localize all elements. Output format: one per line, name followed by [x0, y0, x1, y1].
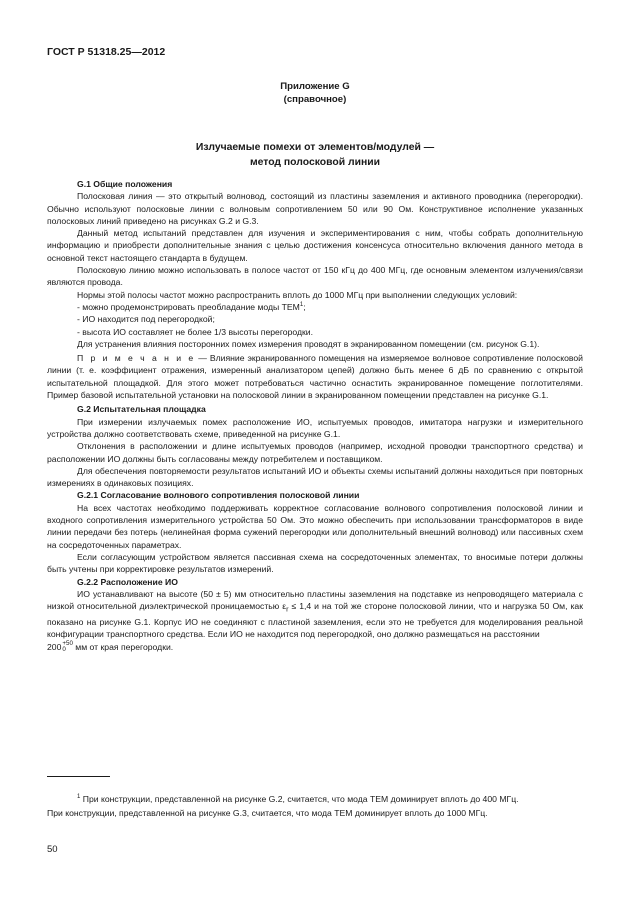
title-line-1: Излучаемые помехи от элементов/модулей — — [195, 142, 435, 153]
footnote-reference: 1 — [299, 302, 304, 309]
distance-line: 200 +50 0 мм от края перегородки. — [47, 639, 174, 654]
paragraph: ИО устанавливают на высоте (50 ± 5) мм относительно пластины заземления на подставке из непроводящего материала с низкой относительной диэлектрической проницаемостью $\varepsilon_r \le 1,4$ и на той же стороне полосковой линии, что и нагрузка 50 Ом, как показано на рисунке G.1. Корпус ИО не соединяют с пластиной заземления, если это не требуется для моделирования реальной конфигурации транспортного средства. Если ИО не находится под перегородкой, оно должно размещаться на расстоянии — [47, 588, 583, 640]
paragraph: При измерении излучаемых помех расположение ИО, испытуемых проводов, имитатора нагрузки и измерительного устройства должно соответствовать схеме, приведенной на рисунке G.1. — [47, 416, 583, 439]
footnote-separator — [47, 776, 110, 777]
paragraph: Полосковая линия — это открытый волновод, состоящий из пластины заземления и активного проводника (перегородки). Обычно используют полосковые линии с волновым сопротивлением 50 или 90 Ом. Конструктивное исполнение указанных полосковых линий приведено на рисунках G.2 и G.3. — [47, 191, 583, 226]
paragraph: Для обеспечения повторяемости результатов испытаний ИО и объекты схемы испытаний должны находиться при повторных измерениях в одинаковых позициях. — [47, 465, 583, 489]
appendix-heading — [0, 80, 630, 106]
document-code-header: ГОСТ Р 51318.25—2012 — [47, 46, 166, 58]
appendix-subtitle: (справочное) — [283, 94, 347, 105]
appendix-title: Приложение G — [280, 81, 350, 92]
note-text: — Влияние экранированного помещения на измеряемое волновое сопротивление полосковой линии (т. е. коэффициент отражения, измеренный анализатором цепей) должно быть менее 6 дБ по сравнению с открытой испытательной площадкой. Для этого может потребоваться частично оснастить экранированное помещение поглотителями. Пример базовой испытательной установки на полосковой линии в экранированном помещении представлен на рисунке G.1. — [47, 353, 583, 401]
paragraph: Нормы этой полосы частот можно распространить вплоть до 1000 МГц при выполнении следующих условий: — [77, 289, 518, 300]
distance-tolerance: +50 0 — [62, 639, 73, 654]
note — [47, 350, 583, 403]
footnote — [47, 793, 583, 820]
document-title — [0, 141, 630, 170]
paragraph: Для устранения влияния посторонних помех измерения проводят в экранированном помещении (см. рисунок G.1). — [77, 338, 540, 349]
list-item: - высота ИО составляет не более 1/3 высоты перегородки. — [77, 326, 314, 337]
paragraph: На всех частотах необходимо поддерживать корректное согласование волнового сопротивления полосковой линии и входного сопротивления измерительного устройства 50 Ом. Это можно обеспечить при использовании трансформаторов в виде линии передачи без потерь (нелинейная форма сужений перегородки или дополнительный внешний волновод) или пассивных схем на сосредоточенных параметрах. — [47, 502, 583, 550]
distance-value: 200 +50 0 — [47, 639, 73, 654]
footnote-marker: 1 — [77, 794, 81, 801]
body-text — [47, 178, 583, 654]
section-heading-g22: G.2.2 Расположение ИО — [77, 576, 178, 587]
epsilon-subscript: r — [286, 604, 289, 614]
paragraph: Данный метод испытаний представлен для изучения и экспериментирования с ним, чтобы собрать дополнительную информацию и приобрести дополнительные знания с целью достижения консенсуса относительно включения данного метода в основной текст настоящего стандарта в будущем. — [47, 228, 583, 263]
section-heading-g2: G.2 Испытательная площадка — [77, 404, 206, 415]
paragraph: Отклонения в расположении и длине испытуемых проводов (например, исходной проводки транспортного средства) и расположении ИО должны быть согласованы между потребителем и поставщиком. — [47, 441, 583, 464]
list-item: - можно продемонстрировать преобладание моды ТЕМ$^1$; — [77, 301, 306, 312]
page-number: 50 — [47, 844, 58, 855]
note-label: П р и м е ч а н и е — [77, 353, 196, 364]
paragraph: Полосковую линию можно использовать в полосе частот от 150 кГц до 400 МГц, где основным элементом излучения/связи являются провода. — [47, 265, 583, 288]
title-line-2: метод полосковой линии — [249, 156, 381, 168]
section-heading-g1: G.1 Общие положения — [77, 179, 173, 189]
paragraph: Если согласующим устройством является пассивная схема на сосредоточенных элементах, то вносимые потери должны быть учтены при корректировке результатов измерений. — [47, 551, 583, 575]
section-heading-g21: G.2.1 Согласование волнового сопротивления полосковой линии — [77, 490, 360, 501]
list-item: - ИО находится под перегородкой; — [77, 314, 215, 325]
footnote-line-2: При конструкции, представленной на рисунке G.3, считается, что мода ТЕМ доминирует вплоть до 1000 МГц. — [47, 807, 488, 818]
footnote-line-1: При конструкции, представленной на рисунке G.2, считается, что мода ТЕМ доминирует вплоть до 400 МГц. — [82, 794, 519, 804]
